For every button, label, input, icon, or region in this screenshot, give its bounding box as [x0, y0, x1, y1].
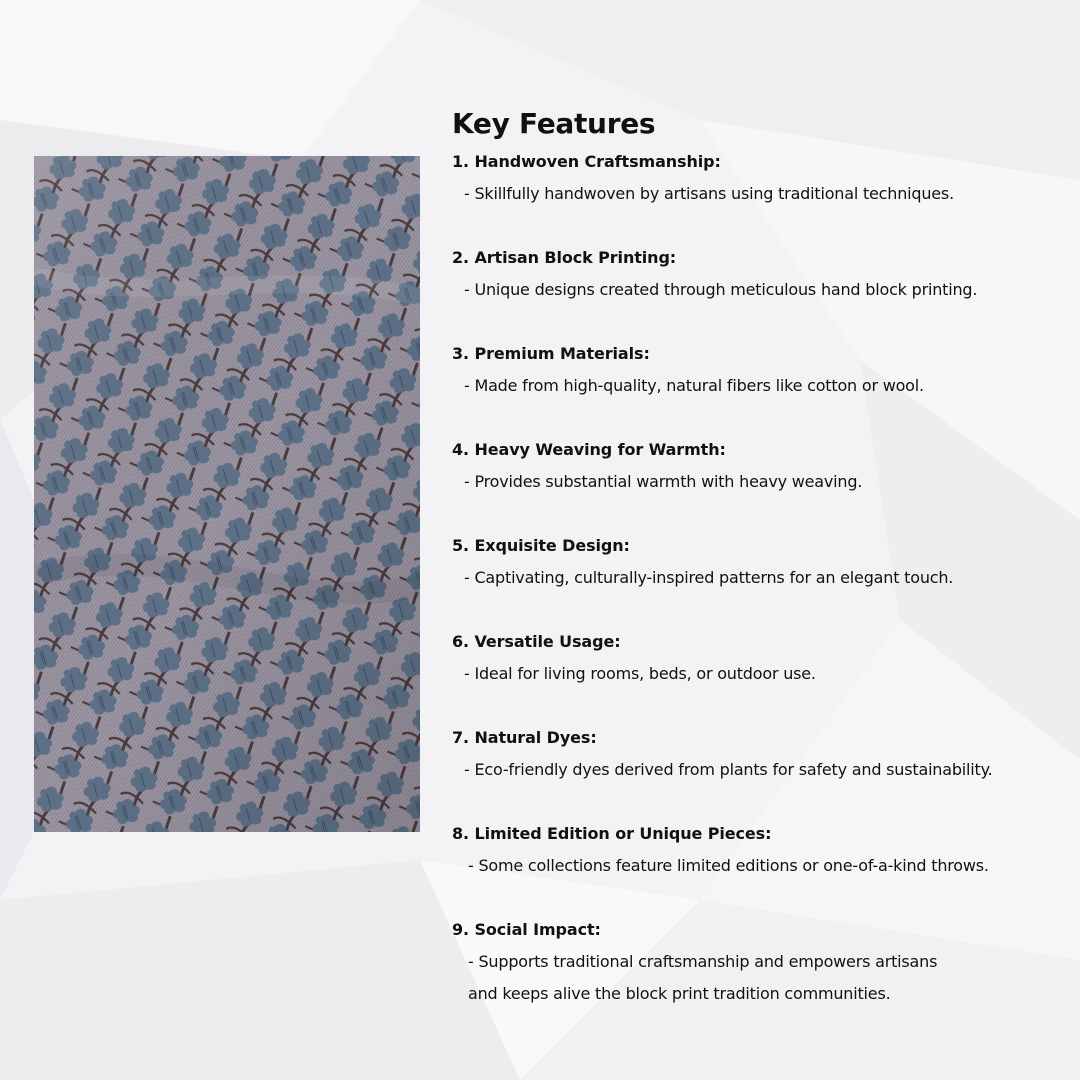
- feature-item-6: [452, 626, 1062, 722]
- feature-description: - Unique designs created through meticulous hand block printing.: [464, 280, 978, 299]
- feature-description: - Captivating, culturally-inspired patterns for an elegant touch.: [464, 568, 954, 587]
- feature-item-5: [452, 530, 1062, 626]
- fabric-pattern-image: [34, 156, 420, 832]
- feature-title: 2. Artisan Block Printing:: [452, 248, 677, 267]
- feature-title: 8. Limited Edition or Unique Pieces:: [452, 824, 772, 843]
- feature-item-9: [452, 914, 1062, 1010]
- feature-description: - Supports traditional craftsmanship and empowers artisans and keeps alive the block print tradition communities.: [468, 952, 938, 1003]
- fabric-photo: [34, 156, 420, 832]
- feature-title: 5. Exquisite Design:: [452, 536, 630, 555]
- feature-description: - Eco-friendly dyes derived from plants for safety and sustainability.: [464, 760, 993, 779]
- page-title: Key Features: [452, 107, 656, 140]
- feature-item-7: [452, 722, 1062, 818]
- feature-item-4: [452, 434, 1062, 530]
- feature-description: - Some collections feature limited editions or one-of-a-kind throws.: [468, 856, 989, 875]
- feature-item-2: [452, 242, 1062, 338]
- feature-title: 3. Premium Materials:: [452, 344, 650, 363]
- feature-title: 1. Handwoven Craftsmanship:: [452, 152, 721, 171]
- key-features-panel: [452, 104, 1062, 1010]
- feature-description: - Provides substantial warmth with heavy weaving.: [464, 472, 863, 491]
- feature-title: 6. Versatile Usage:: [452, 632, 621, 651]
- feature-description: - Made from high-quality, natural fibers like cotton or wool.: [464, 376, 924, 395]
- feature-item-1: [452, 146, 1062, 242]
- feature-description: - Skillfully handwoven by artisans using traditional techniques.: [464, 184, 954, 203]
- feature-item-8: [452, 818, 1062, 914]
- feature-title: 7. Natural Dyes:: [452, 728, 597, 747]
- feature-description: - Ideal for living rooms, beds, or outdoor use.: [464, 664, 816, 683]
- feature-item-3: [452, 338, 1062, 434]
- feature-title: 4. Heavy Weaving for Warmth:: [452, 440, 726, 459]
- feature-title: 9. Social Impact:: [452, 920, 601, 939]
